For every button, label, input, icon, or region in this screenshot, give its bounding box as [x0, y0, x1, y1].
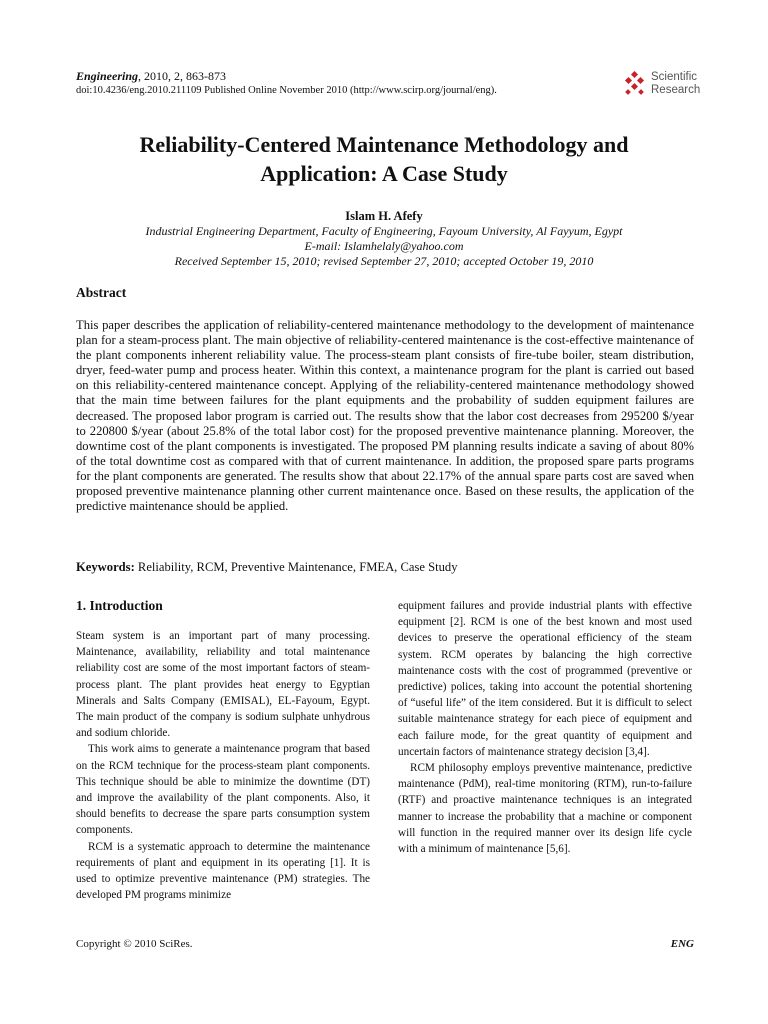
paragraph: This work aims to generate a maintenance program that based on the RCM technique for the process-steam plant components. This technique should be able to minimize the downtime (DT) and improve the availability of the plant components. Also, it should benefits to decrease the spare parts consumption system components.	[76, 743, 370, 837]
paragraph: Steam system is an important part of many processing. Maintenance, availability, reliability and total maintenance reliability cost are some of the most important factors of steam-process plant. The plant provides heat energy to Egyptian Minerals and Salts Company (EMISAL), EL-Fayoum, Egypt. The main product of the company is sodium sulphate unhydrous and sodium chloride.	[76, 630, 370, 740]
author-name: Islam H. Afefy	[345, 209, 423, 223]
keywords	[76, 560, 694, 575]
email: E-mail: Islamhelaly@yahoo.com	[304, 239, 464, 253]
right-column	[398, 598, 692, 857]
paragraph: RCM is a systematic approach to determine the maintenance requirements of plant and equipment in its operating [1]. It is used to optimize preventive maintenance (PM) strategies. The developed PM programs minimize	[76, 840, 370, 902]
publisher-logo-icon	[622, 71, 648, 97]
keywords-label: Keywords:	[76, 560, 135, 574]
title-line-2: Application: A Case Study	[260, 161, 508, 186]
left-column	[76, 628, 370, 903]
footer-journal-abbrev: ENG	[670, 938, 694, 950]
affiliation: Industrial Engineering Department, Faculty of Engineering, Fayoum University, Al Fayyum, Egypt	[145, 224, 623, 238]
publisher-logo-line2: Research	[651, 84, 701, 96]
dates: Received September 15, 2010; revised September 27, 2010; accepted October 19, 2010	[174, 254, 594, 268]
section-heading-introduction: 1. Introduction	[76, 598, 163, 613]
publisher-logo-line1: Scientific	[651, 71, 698, 83]
paper-title	[60, 130, 708, 188]
paragraph: RCM philosophy employs preventive maintenance, predictive maintenance (PdM), real-time monitoring (RTM), run-to-failure (RTF) and proactive maintenance techniques is an integrated manner to increase the probability that a machine or component will function in the required manner over its design life cycle with a minimum of maintenance [5,6].	[398, 762, 692, 856]
publisher-logo-text	[651, 71, 700, 97]
title-line-1: Reliability-Centered Maintenance Methodology and	[139, 132, 629, 157]
publisher-logo	[622, 71, 702, 99]
footer-copyright: Copyright © 2010 SciRes.	[76, 938, 193, 950]
journal-citation	[76, 69, 226, 83]
abstract-heading: Abstract	[76, 285, 127, 300]
doi-line: doi:10.4236/eng.2010.211109 Published Online November 2010 (http://www.scirp.org/journal/eng).	[76, 85, 497, 96]
journal-name: Engineering	[76, 69, 139, 83]
keywords-list: Reliability, RCM, Preventive Maintenance, FMEA, Case Study	[134, 560, 458, 574]
paragraph: equipment failures and provide industrial plants with effective equipment [2]. RCM is one of the best known and most used devices to preserve the operational efficiency of the steam system. RCM operates by balancing the high corrective maintenance costs with the cost of programmed (preventive or predictive) polices, taking into account the potential shortening of “useful life” of the item considered. But it is difficult to select suitable maintenance strategy for each piece of equipment and each failure mode, for the great quantity of equipment and uncertain factors of maintenance strategy decision [3,4].	[398, 600, 692, 758]
author-info	[60, 224, 708, 269]
abstract-text: This paper describes the application of reliability-centered maintenance methodology to the development of maintenance plan for a steam-process plant. The main objective of reliability-centered maintenance is the cost-effective maintenance of the plant components inherent reliability value. The process-steam plant consists of fire-tube boiler, steam distribution, dryer, feed-water pump and process heater. Within this context, a maintenance program for the plant is carried out based on this reliability-centered maintenance concept. Applying of the reliability-centered maintenance methodology showed that the main time between failures for the plant equipments and the probability of sudden equipment failures are decreased. The proposed labor program is carried out. The results show that the labor cost decreases from 295200 $/year to 220800 $/year (about 25.8% of the total labor cost) for the proposed preventive maintenance planning. Moreover, the downtime cost of the plant components is investigated. The proposed PM planning results indicate a saving of about 80% of the total downtime cost as compared with that of current maintenance. In addition, the proposed spare parts programs for the plant components are generated. The results show that about 22.17% of the annual spare parts cost are saved when proposed preventive maintenance planning other current maintenance once. Based on these results, the application of the predictive maintenance should be applied.	[76, 318, 694, 514]
journal-issue: , 2010, 2, 863-873	[138, 69, 227, 83]
